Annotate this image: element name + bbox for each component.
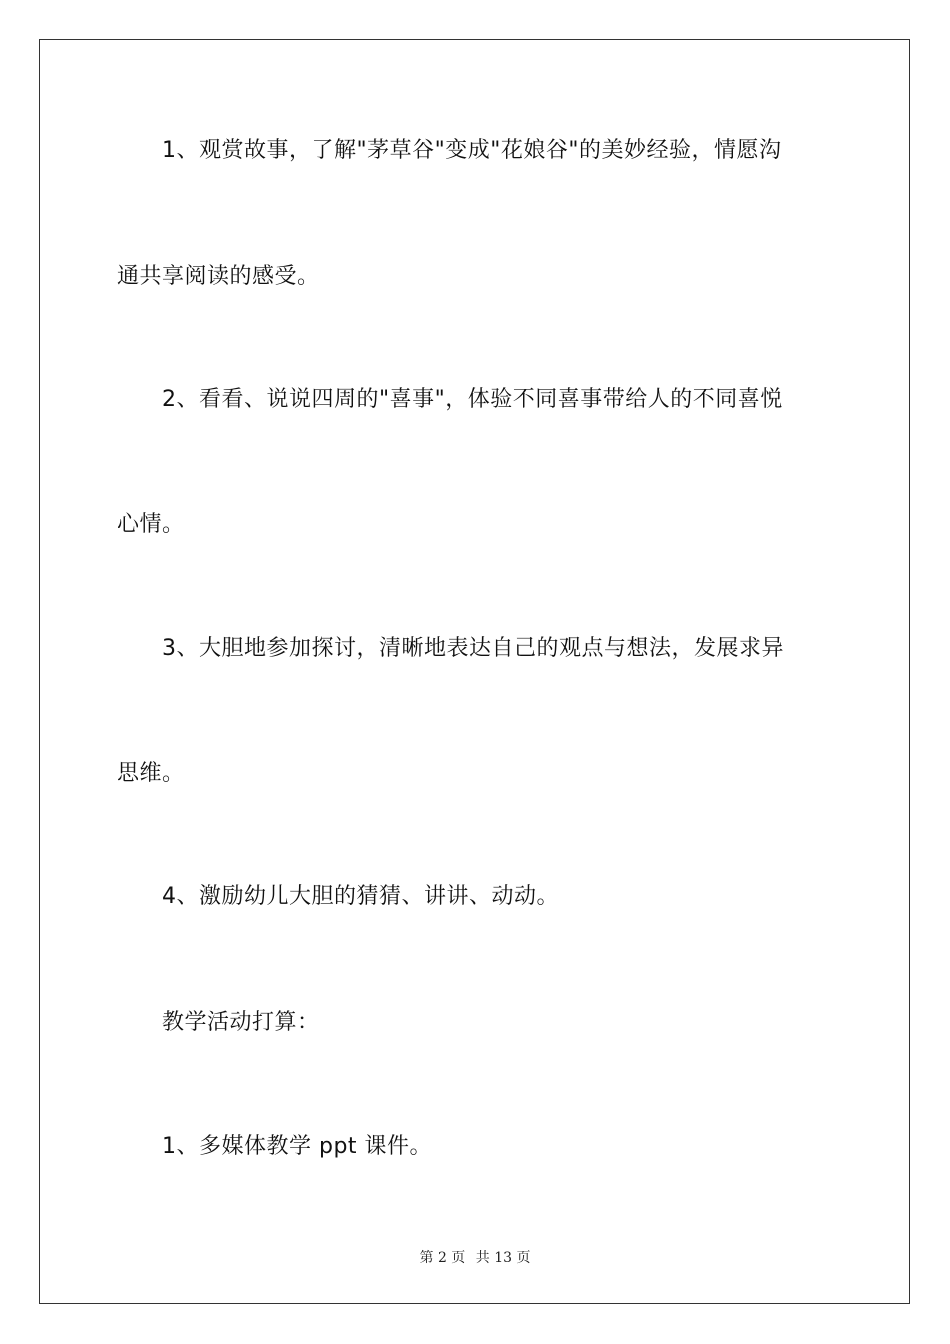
objective-2-line-2: 心情。: [117, 512, 185, 537]
objective-2-line-1: 2、看看、说说四周的"喜事"，体验不同喜事带给人的不同喜悦: [162, 387, 783, 412]
page-total: 共 13 页: [475, 1250, 531, 1266]
section-heading-preparation: 教学活动打算：: [162, 1010, 320, 1035]
page-number: 第 2 页: [419, 1250, 466, 1266]
objective-3-line-1: 3、大胆地参加探讨，清晰地表达自己的观点与想法，发展求异: [162, 636, 784, 661]
objective-4: 4、激励幼儿大胆的猜猜、讲讲、动动。: [162, 884, 559, 909]
page-footer: [0, 1247, 950, 1267]
page-frame: [39, 39, 910, 1304]
preparation-item-1: 1、多媒体教学 ppt 课件。: [162, 1134, 433, 1159]
objective-3-line-2: 思维。: [117, 761, 185, 786]
objective-1-line-1: 1、观赏故事，了解"茅草谷"变成"花娘谷"的美妙经验，情愿沟: [162, 138, 782, 163]
objective-1-line-2: 通共享阅读的感受。: [117, 264, 320, 289]
